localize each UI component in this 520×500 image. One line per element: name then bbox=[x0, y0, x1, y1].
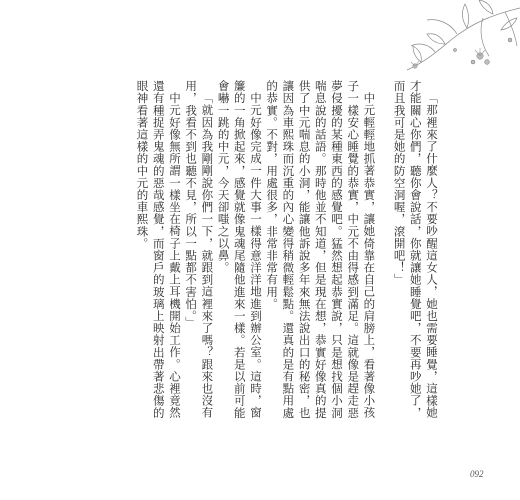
floral-vine-icon bbox=[355, 0, 520, 80]
paragraph: 中元好像完成一件大事一樣得意洋洋地進到辦公室。這時，窗簾的一角掀起來，感覺就像鬼魂尾隨他進來一樣。若是以前可能會嚇一跳的中元，今天卻嗤之以鼻。 bbox=[216, 80, 263, 419]
page-number: 092 bbox=[470, 469, 484, 479]
vertical-body-text bbox=[134, 80, 440, 425]
paragraph: 「那裡來了什麼人？不要吵醒這女人，她也需要睡覺，這樣她才能關心你們，聽你會說話，你就讓她睡覺吧，不要再吵她了，而且我可是她的防空洞喔，滾開吧！」 bbox=[392, 80, 439, 419]
paragraph: 「就因為我剛剛說你們一下，就跟到這裡來了嗎？跟來也沒有用，我看不到也聽不見，所以一點都不害怕。」 bbox=[184, 80, 215, 419]
paragraph: 中元好像無所謂一樣坐在椅子上戴上耳機開始工作。心裡竟然還有種捉弄鬼魂的惡哉感覺，而窗戶的玻璃上映射出帶著悲傷的眼神看著這樣的中元的車熙珠。 bbox=[135, 80, 182, 419]
paragraph: 中元輕輕地抓著恭實，讓她倚靠在自己的肩膀上，看著像小孩子一樣安心睡覺的恭實，中元不由得感到滿足。這就像是趕走惡夢侵擾的某種東西的感覺吧。猛然想起恭實說，只是想找個小洞喘息說的話語。那時他並不知道，但是現在想，恭實好像真的提供了中元喘息的小洞，能讓他訴說多年來無法說出口的秘密，也讓因為車熙珠而沉重的內心變得稍微輕鬆點。還真的是有點用處的恭實。不對，用處很多，非常非常有用。 bbox=[265, 80, 377, 419]
